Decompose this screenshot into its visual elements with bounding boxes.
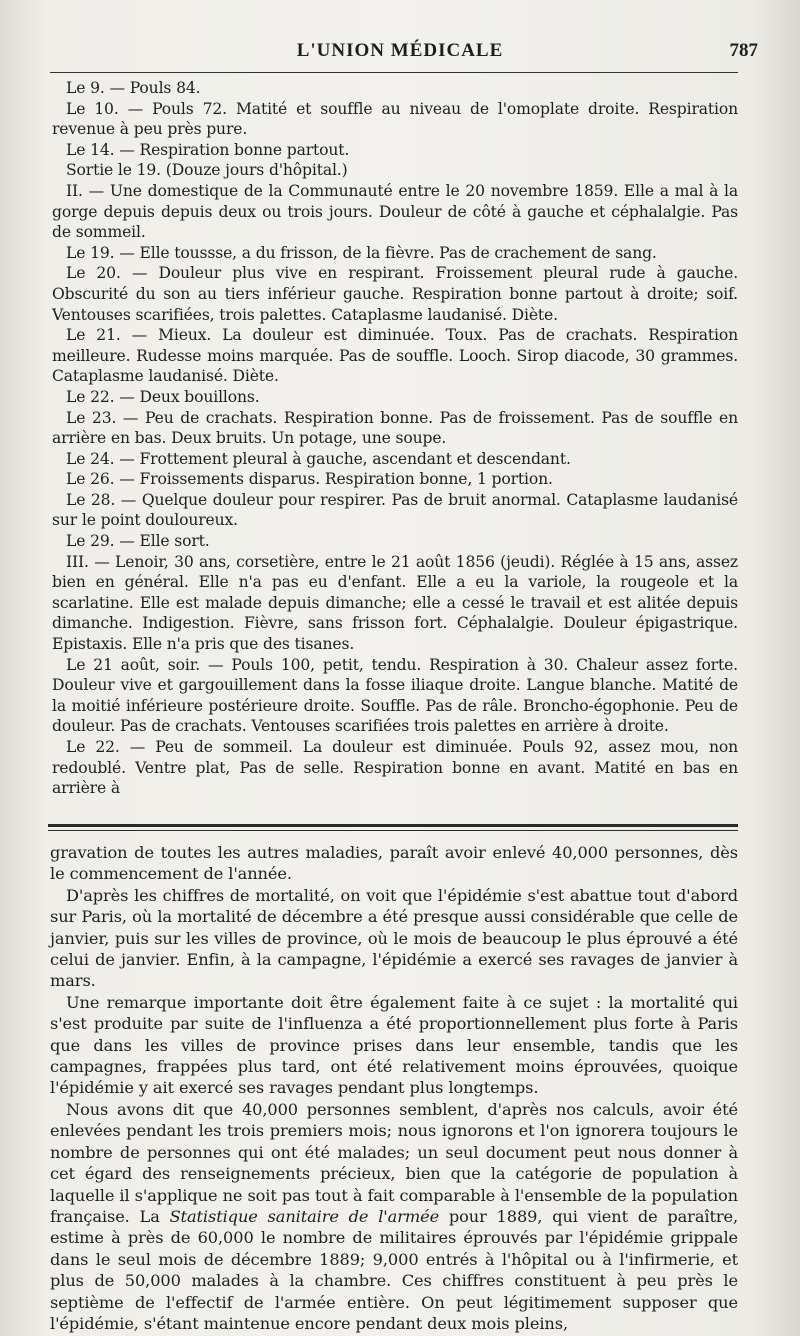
article-paragraph: gravation de toutes les autres maladies, paraît avoir enlevé 40,000 personnes, dès le commencement de l'année.	[50, 843, 738, 884]
case-note: Le 21. — Mieux. La douleur est diminuée. Toux. Pas de crachats. Respiration meilleure. Rudesse moins marquée. Pas de souffle. Looch. Sirop diacode, 30 grammes. Cataplasme laudanisé. Diète.	[52, 326, 738, 386]
article-section	[50, 842, 738, 1334]
case-note: Le 23. — Peu de crachats. Respiration bonne. Pas de froissement. Pas de souffle en arrière en bas. Deux bruits. Un potage, une soupe.	[52, 408, 738, 448]
article-paragraph: Une remarque importante doit être également faite à ce sujet : la mortalité qui s'est produite par suite de l'influenza a été proportionnellement plus forte à Paris que dans les villes de province prises dans leur ensemble, tandis que les campagnes, frappées plus tard, ont été relativement moins éprouvées, quoique l'épidémie y ait exercé ses ravages pendant plus longtemps.	[50, 992, 738, 1098]
case-note: II. — Une domestique de la Communauté entre le 20 novembre 1859. Elle a mal à la gorge depuis depuis deux ou trois jours. Douleur de côté à gauche et céphalalgie. Pas de sommeil.	[52, 181, 738, 242]
header-rule	[50, 72, 738, 73]
page-header	[50, 40, 758, 70]
article-text: Nous avons dit que 40,000 personnes semblent, d'après nos calculs, avoir été enlevées pendant les trois premiers mois; nous ignorons et l'on ignorera toujours le nombre de personnes qui ont été malades; un seul document peut nous donner à cet égard des renseignements précieux, bien que la catégorie de population à laquelle il s'applique ne soit pas tout à fait comparable à l'ensemble de la population française. La	[50, 1099, 738, 1226]
case-note: Le 9. — Pouls 84.	[66, 79, 201, 97]
publication-title: Statistique sanitaire de l'armée	[169, 1206, 440, 1226]
journal-title: L'UNION MÉDICALE	[296, 40, 504, 61]
case-note: III. — Lenoir, 30 ans, corsetière, entre le 21 août 1856 (jeudi). Réglée à 15 ans, assez bien en général. Elle n'a pas eu d'enfant. Elle a eu la variole, la rougeole et la scarlatine. Elle est malade depuis dimanche; elle a cessé le travail et est alitée depuis dimanche. Indigestion. Fièvre, sans frisson fort. Céphalalgie. Douleur épigastrique. Epistaxis. Elle n'a pris que des tisanes.	[52, 552, 738, 654]
case-note: Le 21 août, soir. — Pouls 100, petit, tendu. Respiration à 30. Chaleur assez forte. Douleur vive et gargouillement dans la fosse iliaque droite. Langue blanche. Matité de la moitié inférieure postérieure droite. Souffle. Pas de râle. Broncho-égophonie. Peu de douleur. Pas de crachats. Ventouses scarifiées trois palettes en arrière à droite.	[52, 655, 738, 736]
case-notes-section	[52, 78, 738, 799]
case-note: Le 20. — Douleur plus vive en respirant. Froissement pleural rude à gauche. Obscurité du son au tiers inférieur gauche. Respiration bonne partout à droite; soif. Ventouses scarifiées, trois palettes. Cataplasme laudanisé. Diète.	[52, 264, 738, 324]
case-note: Le 24. — Frottement pleural à gauche, ascendant et descendant.	[66, 449, 571, 468]
article-paragraph: D'après les chiffres de mortalité, on voit que l'épidémie s'est abattue tout d'abord sur Paris, où la mortalité de décembre a été presque aussi considérable que celle de janvier, puis sur les villes de province, où le mois de beaucoup le plus éprouvé a été celui de janvier. Enfin, à la campagne, l'épidémie a exercé ses ravages de janvier à mars.	[50, 885, 738, 991]
article-paragraph	[50, 1099, 738, 1334]
case-note: Le 14. — Respiration bonne partout.	[66, 140, 350, 159]
case-note: Le 28. — Quelque douleur pour respirer. Pas de bruit anormal. Cataplasme laudanisé sur le point douloureux.	[52, 490, 738, 530]
case-note: Sortie le 19. (Douze jours d'hôpital.)	[66, 161, 348, 180]
section-divider	[48, 824, 738, 834]
article-text: pour 1889, qui vient de paraître, estime à près de 60,000 le nombre de militaires éprouvés par l'épidémie grippale dans le seul mois de décembre 1889; 9,000 entrés à l'hôpital ou à l'infirmerie, et plus de 50,000 malades à la chambre. Ces chiffres constituent à peu près le septième de l'effectif de l'armée entière. On peut légitimement supposer que l'épidémie, s'étant maintenue encore pendant deux mois pleins,	[50, 1206, 739, 1333]
page-number: 787	[729, 40, 758, 61]
case-note: Le 26. — Froissements disparus. Respiration bonne, 1 portion.	[66, 470, 553, 489]
case-note: Le 19. — Elle toussse, a du frisson, de la fièvre. Pas de crachement de sang.	[66, 243, 657, 262]
case-note: Le 22. — Deux bouillons.	[66, 387, 260, 406]
case-note: Le 29. — Elle sort.	[66, 532, 210, 551]
case-note: Le 10. — Pouls 72. Matité et souffle au niveau de l'omoplate droite. Respiration revenue à peu près pure.	[52, 99, 738, 139]
case-note: Le 22. — Peu de sommeil. La douleur est diminuée. Pouls 92, assez mou, non redoublé. Ventre plat, Pas de selle. Respiration bonne en avant. Matité en bas en arrière à	[52, 738, 738, 798]
